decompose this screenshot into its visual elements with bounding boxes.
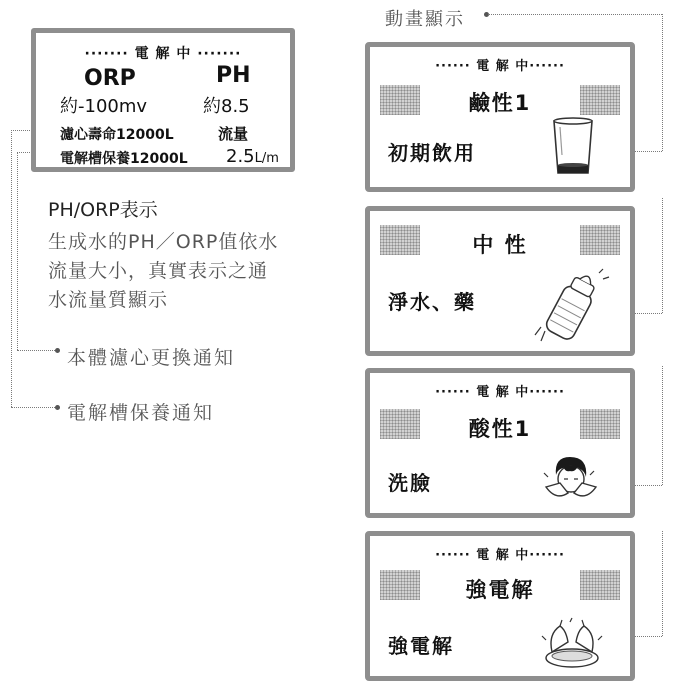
hatch-block: [380, 85, 420, 115]
flow-number: 2.5: [226, 146, 255, 167]
hatch-block: [580, 85, 620, 115]
ph-value: 約8.5: [203, 96, 250, 117]
glass-icon: [550, 115, 596, 179]
description-line: 流量大小，真實表示之通: [48, 260, 269, 282]
face-wash-icon: [542, 453, 598, 503]
ph-label: PH: [216, 63, 251, 88]
panel-neutral: [365, 206, 635, 356]
panel-alkaline: [365, 42, 635, 192]
status-indicator: ······ 電 解 中······: [435, 59, 565, 74]
hatch-block: [380, 225, 420, 255]
main-lcd-display: [31, 28, 295, 172]
flow-label: 流量: [218, 125, 249, 143]
description-title: PH/ORP表示: [48, 199, 158, 221]
hatch-block: [380, 409, 420, 439]
animation-label: 動畫顯示: [385, 9, 465, 30]
use-label: 洗臉: [388, 471, 432, 495]
cell-maintenance-note: 電解槽保養通知: [67, 402, 215, 424]
flow-unit: L/m: [254, 151, 279, 166]
panel-strong-electrolysis: [365, 531, 635, 681]
status-indicator: ······ 電 解 中······: [435, 385, 565, 400]
flow-value: [226, 146, 279, 167]
mode-label: 強電解: [465, 578, 535, 602]
description-body: [48, 228, 318, 315]
status-indicator: ······ 電 解 中······: [435, 548, 565, 563]
status-indicator: ······· 電 解 中 ·······: [84, 46, 242, 62]
hands-wash-icon: [538, 616, 606, 670]
description-line: 水流量質顯示: [48, 289, 169, 311]
hatch-block: [580, 225, 620, 255]
description-line: 生成水的PH／ORP值依水: [48, 231, 279, 253]
use-label: 淨水、藥: [388, 290, 476, 314]
mode-label: 酸性1: [468, 417, 532, 441]
hatch-block: [380, 570, 420, 600]
use-label: 初期飲用: [388, 141, 476, 165]
hatch-block: [580, 409, 620, 439]
orp-label: ORP: [84, 66, 136, 91]
cell-maintenance-life: 電解槽保養12000L: [60, 151, 188, 167]
mode-label: 中 性: [472, 233, 528, 257]
panel-acidic: [365, 368, 635, 518]
hatch-block: [580, 570, 620, 600]
mode-label: 鹼性1: [468, 91, 532, 115]
filter-life: 濾心壽命12000L: [60, 127, 174, 143]
orp-value: 約-100mv: [60, 96, 148, 117]
use-label: 強電解: [388, 634, 454, 658]
filter-replace-note: 本體濾心更換通知: [67, 347, 236, 369]
bottle-icon: [533, 267, 611, 345]
